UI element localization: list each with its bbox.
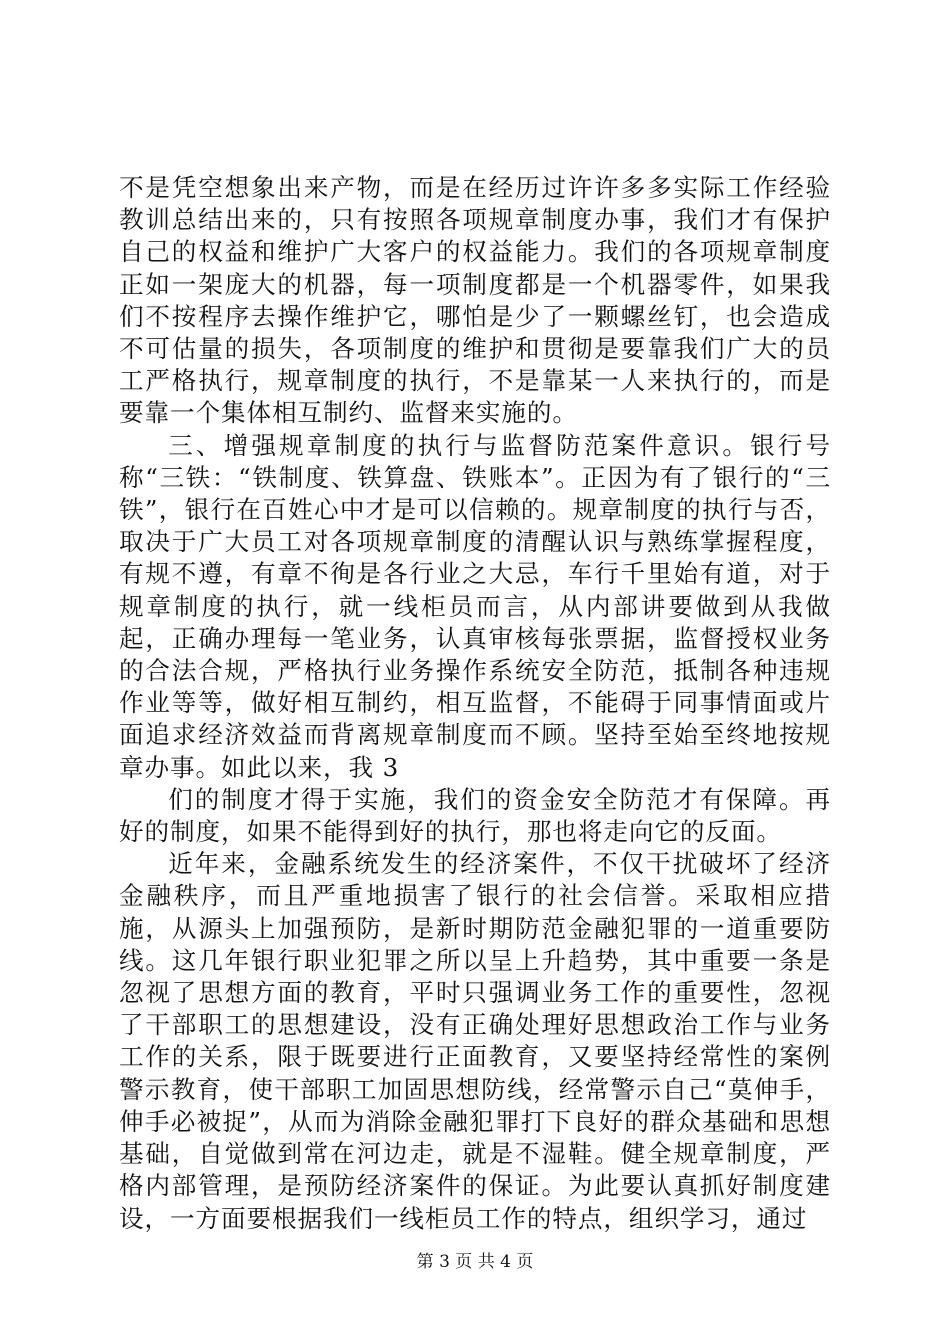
document-body bbox=[119, 172, 831, 1235]
paragraph-system-implementation: 们的制度才得于实施，我们的资金安全防范才有保障。再好的制度，如果不能得到好的执行，那也将走向它的反面。 bbox=[119, 784, 831, 847]
page-number: 第 3 页 共 4 页 bbox=[416, 1252, 534, 1272]
paragraph-continuation: 不是凭空想象出来产物，而是在经历过许许多多实际工作经验教训总结出来的，只有按照各项规章制度办事，我们才有保护自己的权益和维护广大客户的权益能力。我们的各项规章制度正如一架庞大的机器，每一项制度都是一个机器零件，如果我们不按程序去操作维护它，哪怕是少了一颗螺丝钉，也会造成不可估量的损失，各项制度的维护和贯彻是要靠我们广大的员工严格执行，规章制度的执行，不是靠某一人来执行的，而是要靠一个集体相互制约、监督来实施的。 bbox=[119, 173, 831, 428]
paragraph-section-three: 三、增强规章制度的执行与监督防范案件意识。银行号称“三铁：“铁制度、铁算盘、铁账本”。正因为有了银行的“三铁”，银行在百姓心中才是可以信赖的。规章制度的执行与否，取决于广大员工对各项规章制度的清醒认识与熟练掌握程度，有规不遵，有章不徇是各行业之大忌，车行千里始有道，对于规章制度的执行，就一线柜员而言，从内部讲要做到从我做起，正确办理每一笔业务，认真审核每张票据，监督授权业务的合法合规，严格执行业务操作系统安全防范，抵制各种违规作业等等，做好相互制约，相互监督，不能碍于同事情面或片面追求经济效益而背离规章制度而不顾。坚持至始至终地按规章办事。如此以来，我 3 bbox=[119, 430, 831, 782]
page-footer bbox=[0, 1251, 950, 1273]
paragraph-financial-cases: 近年来，金融系统发生的经济案件，不仅干扰破坏了经济金融秩序，而且严重地损害了银行的社会信誉。采取相应措施，从源头上加强预防，是新时期防范金融犯罪的一道重要防线。这几年银行职业犯罪之所以呈上升趋势，其中重要一条是忽视了思想方面的教育，平时只强调业务工作的重要性，忽视了干部职工的思想建设，没有正确处理好思想政治工作与业务工作的关系，限于既要进行正面教育，又要坚持经常性的案例警示教育，使干部职工加固思想防线，经常警示自己“莫伸手，伸手必被捉”，从而为消除金融犯罪打下良好的群众基础和思想基础，自觉做到常在河边走，就是不湿鞋。健全规章制度，严格内部管理，是预防经济案件的保证。为此要认真抓好制度建设，一方面要根据我们一线柜员工作的特点，组织学习，通过 bbox=[119, 849, 831, 1233]
